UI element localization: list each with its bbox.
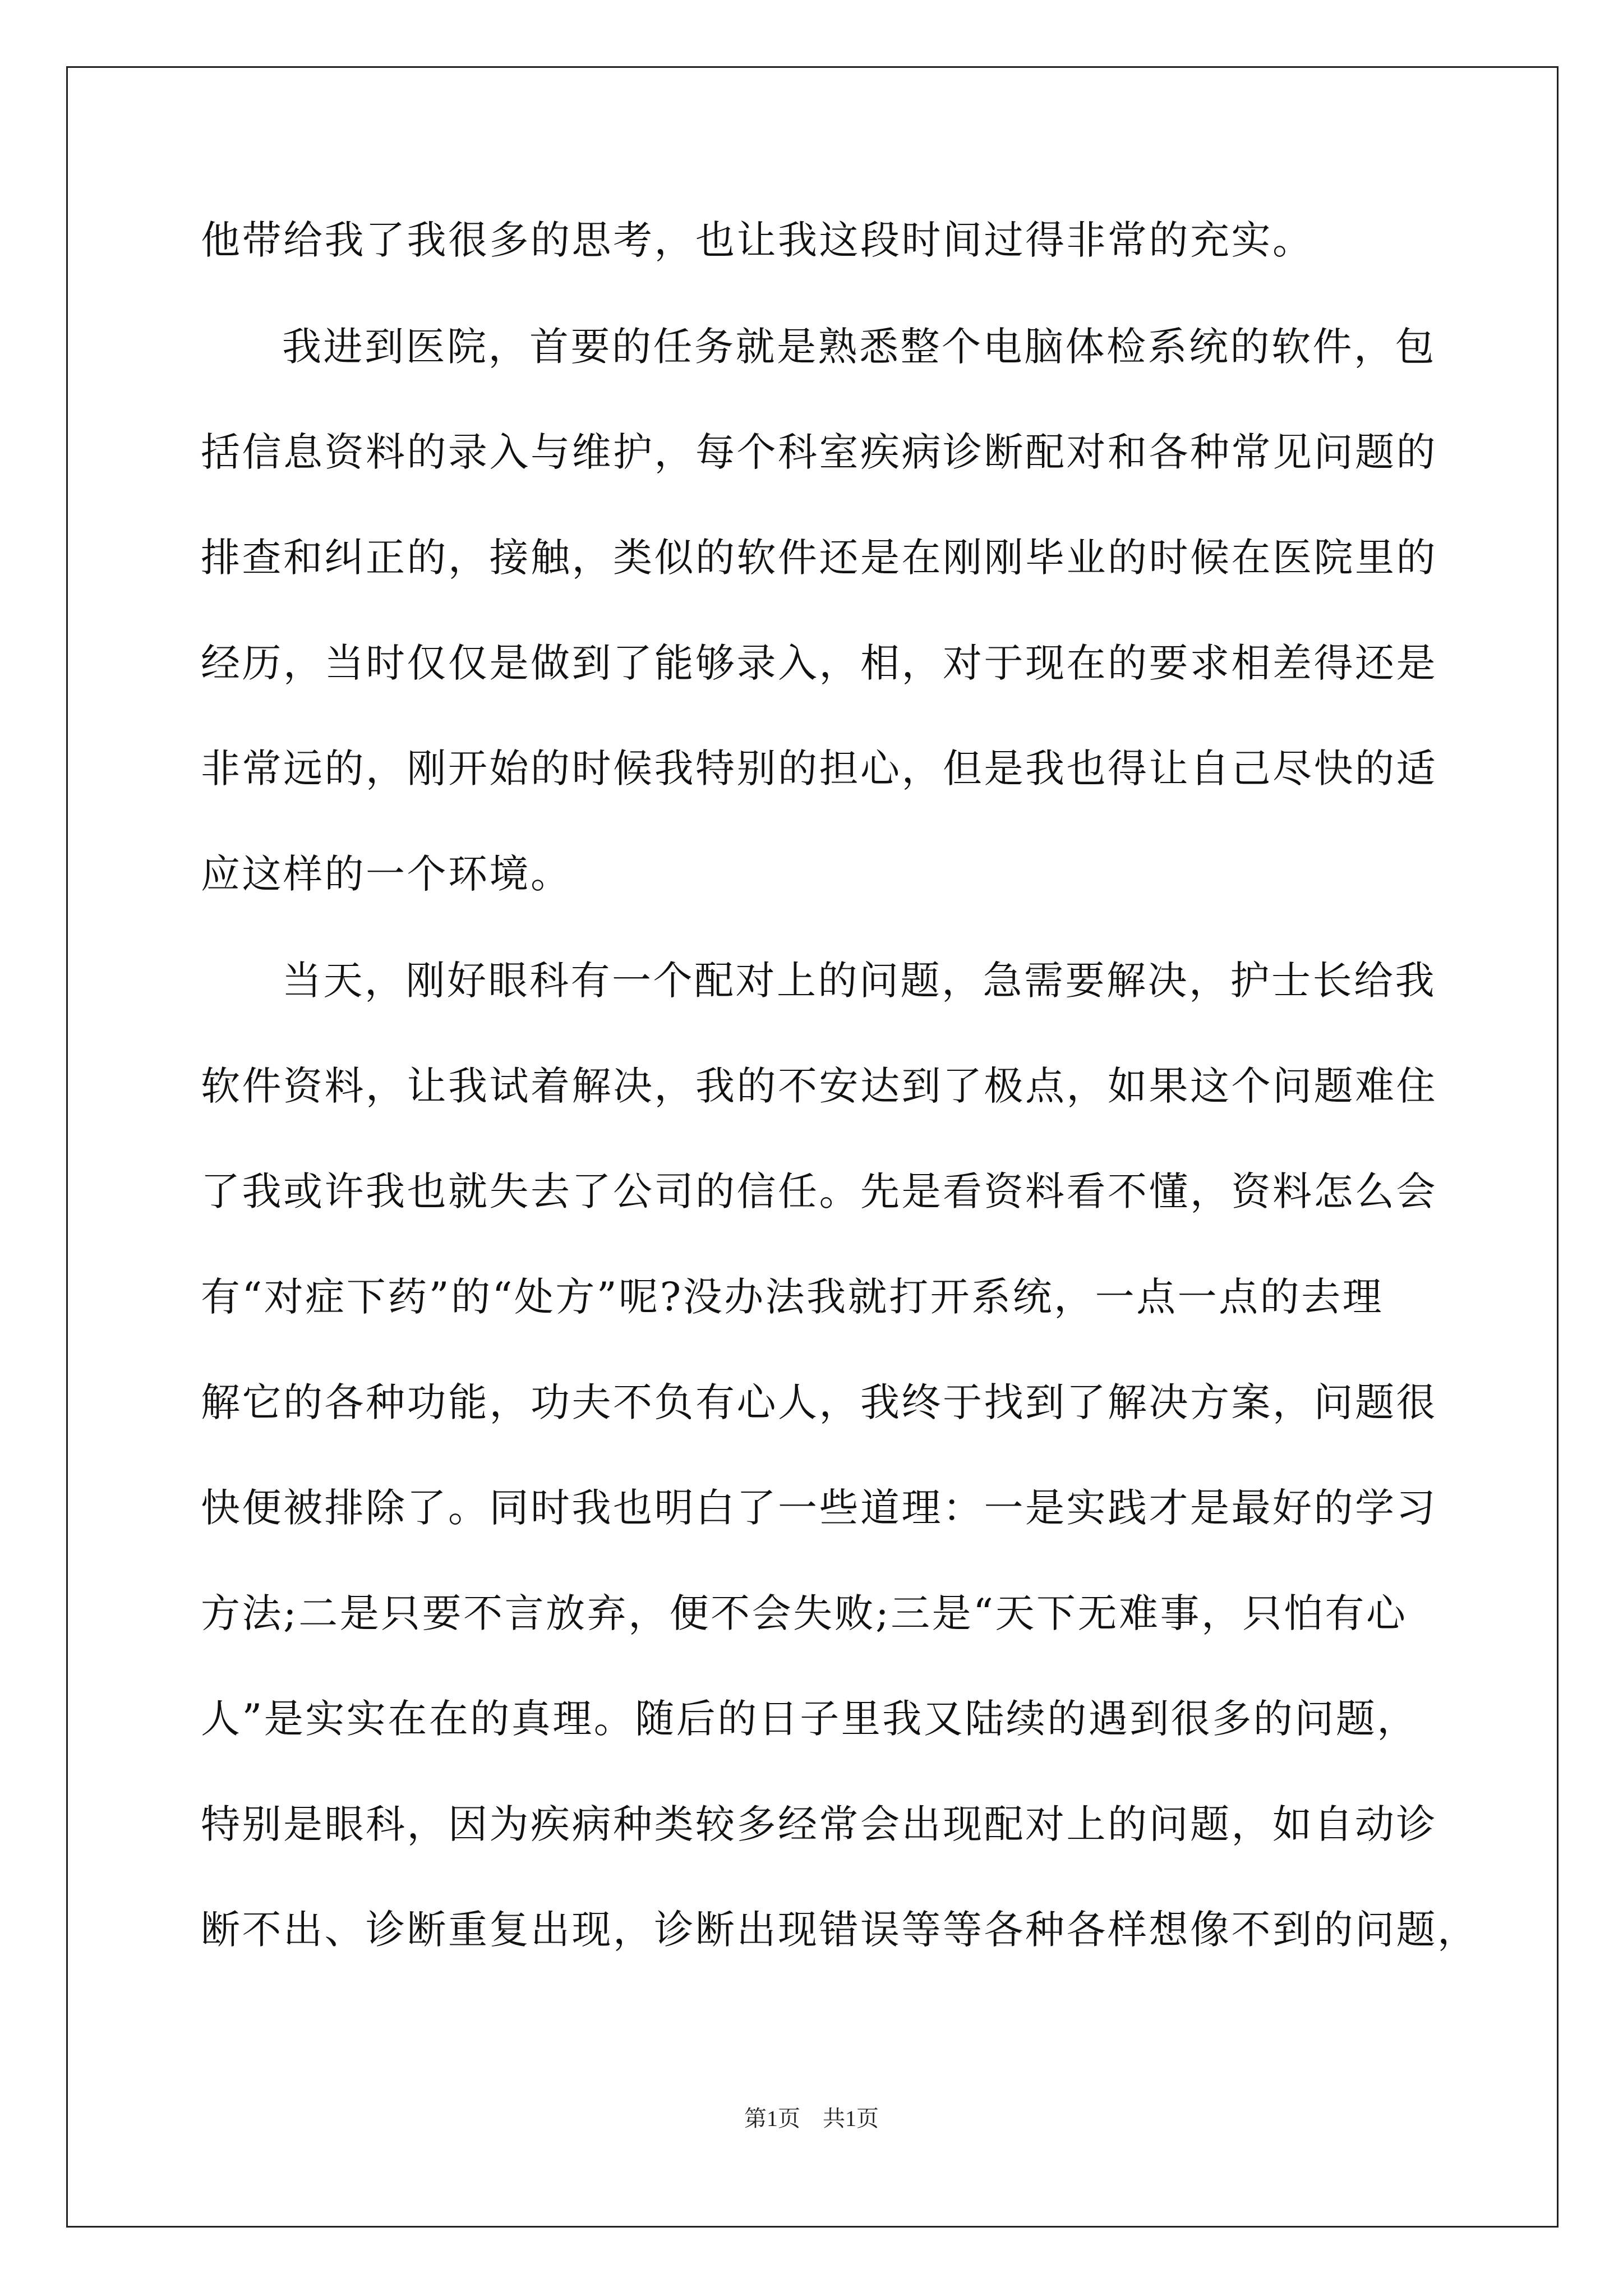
text-line: 解它的各种功能，功夫不负有心人，我终于找到了解决方案，问题很 bbox=[201, 1379, 1437, 1425]
text-line: 经历，当时仅仅是做到了能够录入，相，对于现在的要求相差得还是 bbox=[201, 640, 1437, 686]
text-line: 应这样的一个环境。 bbox=[201, 851, 572, 897]
text-line: 人”是实实在在的真理。随后的日子里我又陆续的遇到很多的问题， bbox=[201, 1696, 1418, 1742]
paragraph-start-line: 我进到医院，首要的任务就是熟悉整个电脑体检系统的软件，包 bbox=[282, 324, 1436, 370]
paragraph-start-line: 当天，刚好眼科有一个配对上的问题，急需要解决，护士长给我 bbox=[282, 958, 1436, 1004]
text-line: 断不出、诊断重复出现，诊断出现错误等等各种各样想像不到的问题， bbox=[201, 1907, 1479, 1953]
text-line: 有“对症下药”的“处方”呢?没办法我就打开系统，一点一点的去理 bbox=[201, 1274, 1384, 1320]
text-line: 非常远的，刚开始的时候我特别的担心，但是我也得让自己尽快的适 bbox=[201, 746, 1437, 792]
text-line: 特别是眼科，因为疾病种类较多经常会出现配对上的问题，如自动诊 bbox=[201, 1801, 1437, 1847]
text-line: 他带给我了我很多的思考，也让我这段时间过得非常的充实。 bbox=[201, 217, 1314, 263]
text-line: 方法;二是只要不言放弃，便不会失败;三是“天下无难事，只怕有心 bbox=[201, 1590, 1408, 1636]
text-line: 排查和纠正的，接触，类似的软件还是在刚刚毕业的时候在医院里的 bbox=[201, 535, 1437, 581]
text-line: 软件资料，让我试着解决，我的不安达到了极点，如果这个问题难住 bbox=[201, 1063, 1437, 1109]
text-line: 快便被排除了。同时我也明白了一些道理：一是实践才是最好的学习 bbox=[201, 1485, 1437, 1531]
text-line: 了我或许我也就失去了公司的信任。先是看资料看不懂，资料怎么会 bbox=[201, 1168, 1437, 1214]
page-number-footer: 第1页 共1页 bbox=[744, 2106, 879, 2131]
text-line: 括信息资料的录入与维护，每个科室疾病诊断配对和各种常见问题的 bbox=[201, 429, 1437, 475]
